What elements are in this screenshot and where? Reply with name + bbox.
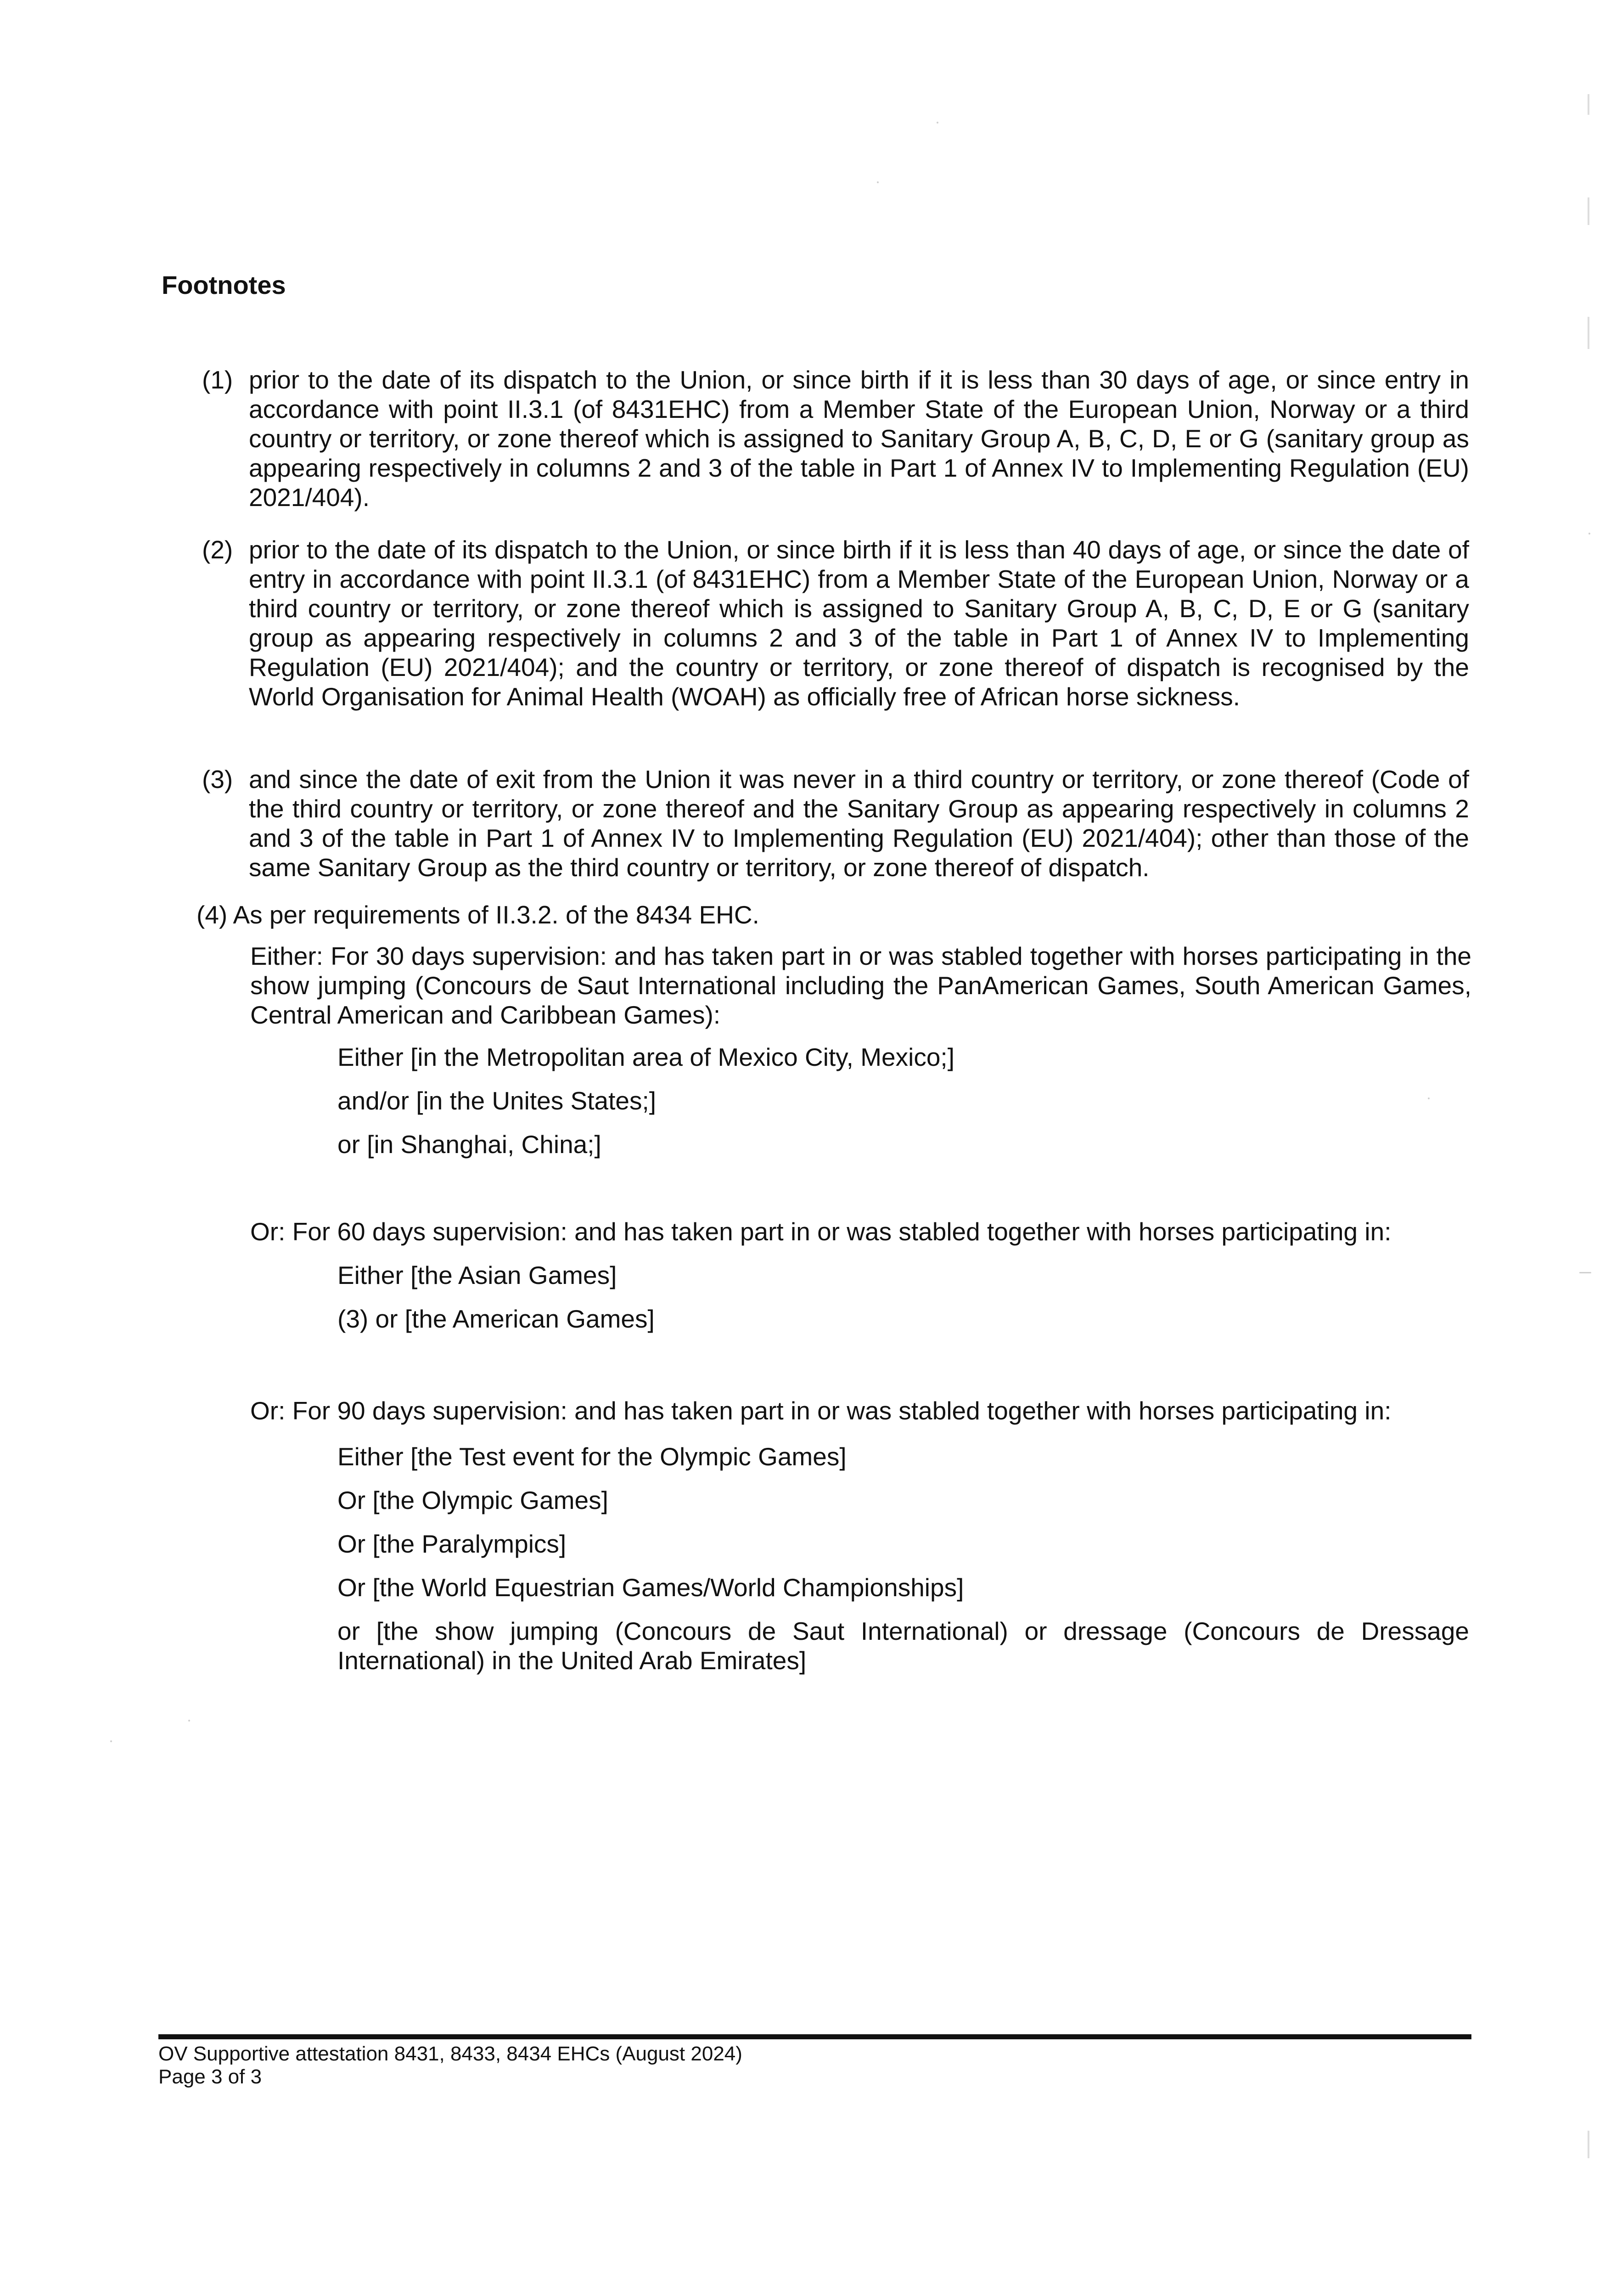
supervision-60-days-paragraph: Or: For 60 days supervision: and has taken part in or was stabled together with horses participating in: <box>250 1217 1392 1246</box>
supervision-option: Either [the Test event for the Olympic Games] <box>337 1442 847 1471</box>
footnote-text: and since the date of exit from the Union it was never in a third country or territory, or zone thereof (Code of the third country or territory, or zone thereof and the Sanitary Group as appearing respectively in columns 2 and 3 of the table in Part 1 of Annex IV to Implementing Regulation (EU) 2021/404); other than those of the same Sanitary Group as the third country or territory, or zone thereof of dispatch. <box>249 765 1469 882</box>
supervision-option: and/or [in the Unites States;] <box>337 1086 656 1115</box>
page-footer <box>158 2043 742 2088</box>
scan-mark <box>1588 197 1589 225</box>
supervision-option: Either [in the Metropolitan area of Mexico City, Mexico;] <box>337 1043 954 1071</box>
scan-mark <box>1588 2131 1589 2158</box>
scan-speck <box>1428 1097 1430 1099</box>
supervision-option: (3) or [the American Games] <box>337 1305 655 1333</box>
footnote-text: prior to the date of its dispatch to the Union, or since birth if it is less than 40 days of age, or since the date of entry in accordance with point II.3.1 (of 8431EHC) from a Member State of the European Union, Norway or a third country or territory, or zone thereof which is assigned to Sanitary Group A, B, C, D, E or G (sanitary group as appearing respectively in columns 2 and 3 of the table in Part 1 of Annex IV to Implementing Regulation (EU) 2021/404); and the country or territory, or zone thereof of dispatch is recognised by the World Organisation for Animal Health (WOAH) as officially free of African horse sickness. <box>249 535 1469 711</box>
supervision-option: Or [the World Equestrian Games/World Championships] <box>337 1573 964 1602</box>
supervision-option: Either [the Asian Games] <box>337 1261 617 1289</box>
footer-document-title: OV Supportive attestation 8431, 8433, 8434 EHCs (August 2024) <box>158 2043 742 2065</box>
supervision-30-days-paragraph: Either: For 30 days supervision: and has taken part in or was stabled together with horses participating in the show jumping (Concours de Saut International including the PanAmerican Games, South American Games, Central American and Caribbean Games): <box>250 942 1471 1029</box>
scan-mark <box>1588 317 1589 349</box>
footnote-number: (3) <box>202 765 233 793</box>
footnote-4-intro: (4) As per requirements of II.3.2. of the 8434 EHC. <box>196 900 759 929</box>
footer-page-number: Page 3 of 3 <box>158 2065 262 2088</box>
footnote-3 <box>202 765 1469 882</box>
footnote-number: (1) <box>202 366 233 394</box>
scan-speck <box>1579 1272 1591 1273</box>
supervision-option: or [the show jumping (Concours de Saut International) or dressage (Concours de Dressage International) in the United Arab Emirates] <box>337 1617 1469 1675</box>
footnote-2 <box>202 535 1469 711</box>
footnote-1 <box>202 365 1469 512</box>
scan-speck <box>188 1720 190 1722</box>
footnotes-heading: Footnotes <box>162 270 286 299</box>
footnote-number: (2) <box>202 535 233 564</box>
scan-speck <box>110 1740 112 1742</box>
footer-rule <box>158 2034 1471 2039</box>
supervision-option: or [in Shanghai, China;] <box>337 1130 601 1159</box>
supervision-option: Or [the Paralympics] <box>337 1530 567 1558</box>
footnote-text: prior to the date of its dispatch to the Union, or since birth if it is less than 30 days of age, or since entry in accordance with point II.3.1 (of 8431EHC) from a Member State of the European Union, Norway or a third country or territory, or zone thereof which is assigned to Sanitary Group A, B, C, D, E or G (sanitary group as appearing respectively in columns 2 and 3 of the table in Part 1 of Annex IV to Implementing Regulation (EU) 2021/404). <box>249 366 1469 512</box>
supervision-90-days-paragraph: Or: For 90 days supervision: and has taken part in or was stabled together with horses participating in: <box>250 1396 1392 1425</box>
scan-speck <box>937 122 938 124</box>
scan-speck <box>1588 533 1590 535</box>
supervision-option: Or [the Olympic Games] <box>337 1486 608 1514</box>
scan-mark <box>1588 94 1589 115</box>
scan-speck <box>877 181 879 183</box>
